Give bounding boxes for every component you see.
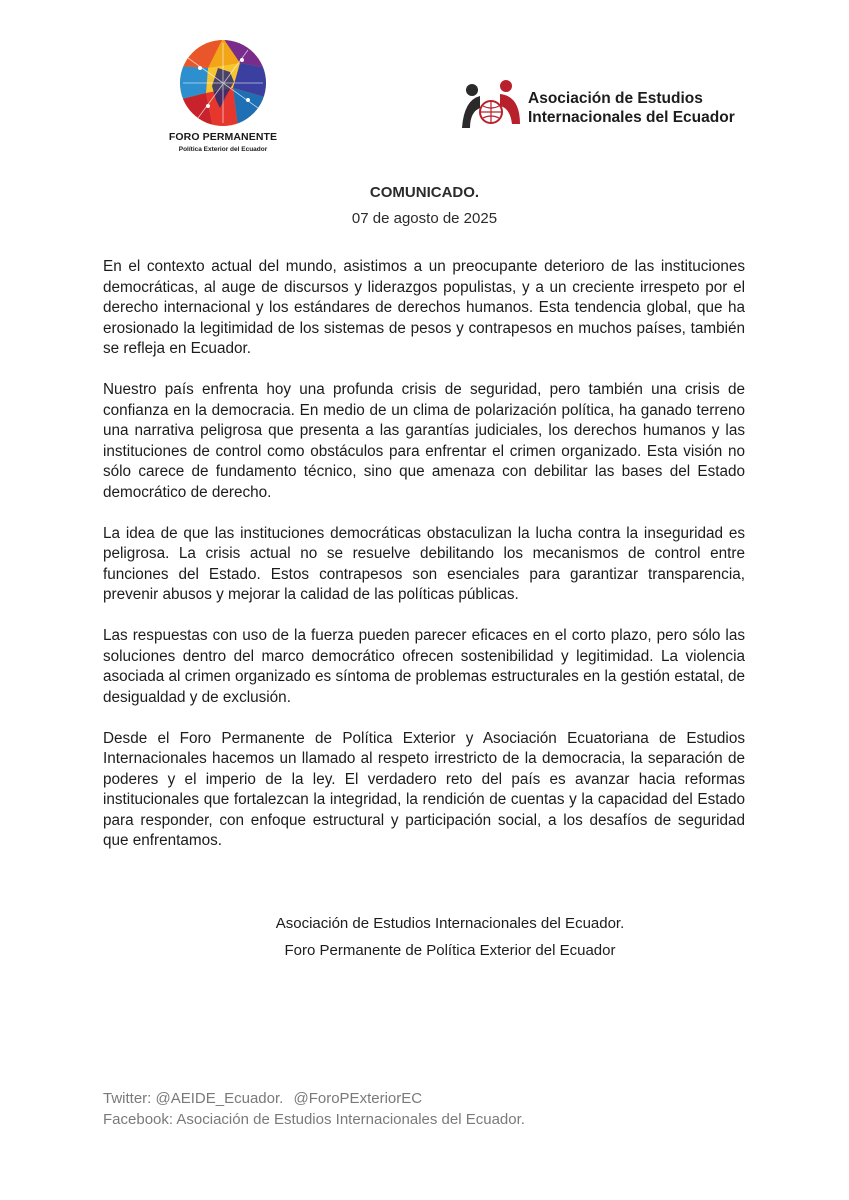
document-title: COMUNICADO. (369, 184, 480, 201)
aeie-logo-line2: Internacionales del Ecuador (528, 109, 735, 126)
paragraph: Nuestro país enfrenta hoy una profunda crisis de seguridad, pero también una crisis de confianza en la democracia. En medio de un clima de polarización política, ha ganado terreno una narrativa peligrosa que presenta a las garantías judiciales, los derechos humanos y las instituciones de control como obstáculos para enfrentar el crimen organizado. Esta visión no sólo carece de fundamento técnico, sino que amenaza con debilitar las bases del Estado democrático de derecho. (103, 381, 745, 501)
facebook-page-name[interactable]: Asociación de Estudios Internacionales del Ecuador. (176, 1111, 525, 1128)
aeie-emblem-icon (458, 78, 524, 138)
signature-aeie: Asociación de Estudios Internacionales del Ecuador. (275, 915, 625, 932)
foro-globe-icon (178, 38, 268, 128)
signature-foro: Foro Permanente de Política Exterior del Ecuador (284, 942, 616, 959)
paragraph: Las respuestas con uso de la fuerza pueden parecer eficaces en el corto plazo, pero sólo las soluciones dentro del marco democrático ofrecen sostenibilidad y legitimidad. La violencia asociada al crimen organizado es síntoma de problemas estructurales en la gestión estatal, de desigualdad y de exclusión. (103, 627, 745, 706)
aeie-logo (458, 78, 738, 138)
paragraph: En el contexto actual del mundo, asistimos a un preocupante deterioro de las instituciones democráticas, al auge de discursos y liderazgos populistas, y a un creciente irrespeto por el derecho internacional y los estándares de derechos humanos. Esta tendencia global, que ha erosionado la legitimidad de los sistemas de pesos y contrapesos en muchos países, también se refleja en Ecuador. (103, 258, 745, 357)
document-body (103, 257, 745, 872)
footer-twitter-line (103, 1088, 525, 1109)
paragraph: La idea de que las instituciones democráticas obstaculizan la lucha contra la inseguridad es peligrosa. La crisis actual no se resuelve debilitando los mecanismos de control entre funciones del Estado. Estos contrapesos son esenciales para garantizar transparencia, prevenir abusos y mejorar la calidad de las políticas públicas. (103, 524, 745, 603)
foro-logo-subtitle: Política Exterior del Ecuador (178, 146, 268, 153)
foro-permanente-logo (168, 38, 278, 158)
footer-facebook-line (103, 1109, 525, 1130)
document-date: 07 de agosto de 2025 (351, 210, 498, 227)
twitter-handle-aeide[interactable]: @AEIDE_Ecuador. (155, 1090, 284, 1107)
facebook-label: Facebook: (103, 1111, 174, 1128)
paragraph: Desde el Foro Permanente de Política Exterior y Asociación Ecuatoriana de Estudios Internacionales hacemos un llamado al respeto irrestricto de la democracia, la separación de poderes y el imperio de la ley. El verdadero reto del país es avanzar hacia reformas institucionales que fortalezcan la integridad, la rendición de cuentas y la capacidad del Estado para responder, con enfoque estructural y participación social, a los desafíos de seguridad que enfrentamos. (103, 729, 745, 849)
foro-logo-name: FORO PERMANENTE (168, 131, 278, 143)
aeie-logo-line1: Asociación de Estudios (528, 90, 703, 107)
footer-contacts (103, 1088, 525, 1130)
twitter-label: Twitter: (103, 1090, 152, 1107)
twitter-handle-foro[interactable]: @ForoPExteriorEC (293, 1090, 423, 1107)
